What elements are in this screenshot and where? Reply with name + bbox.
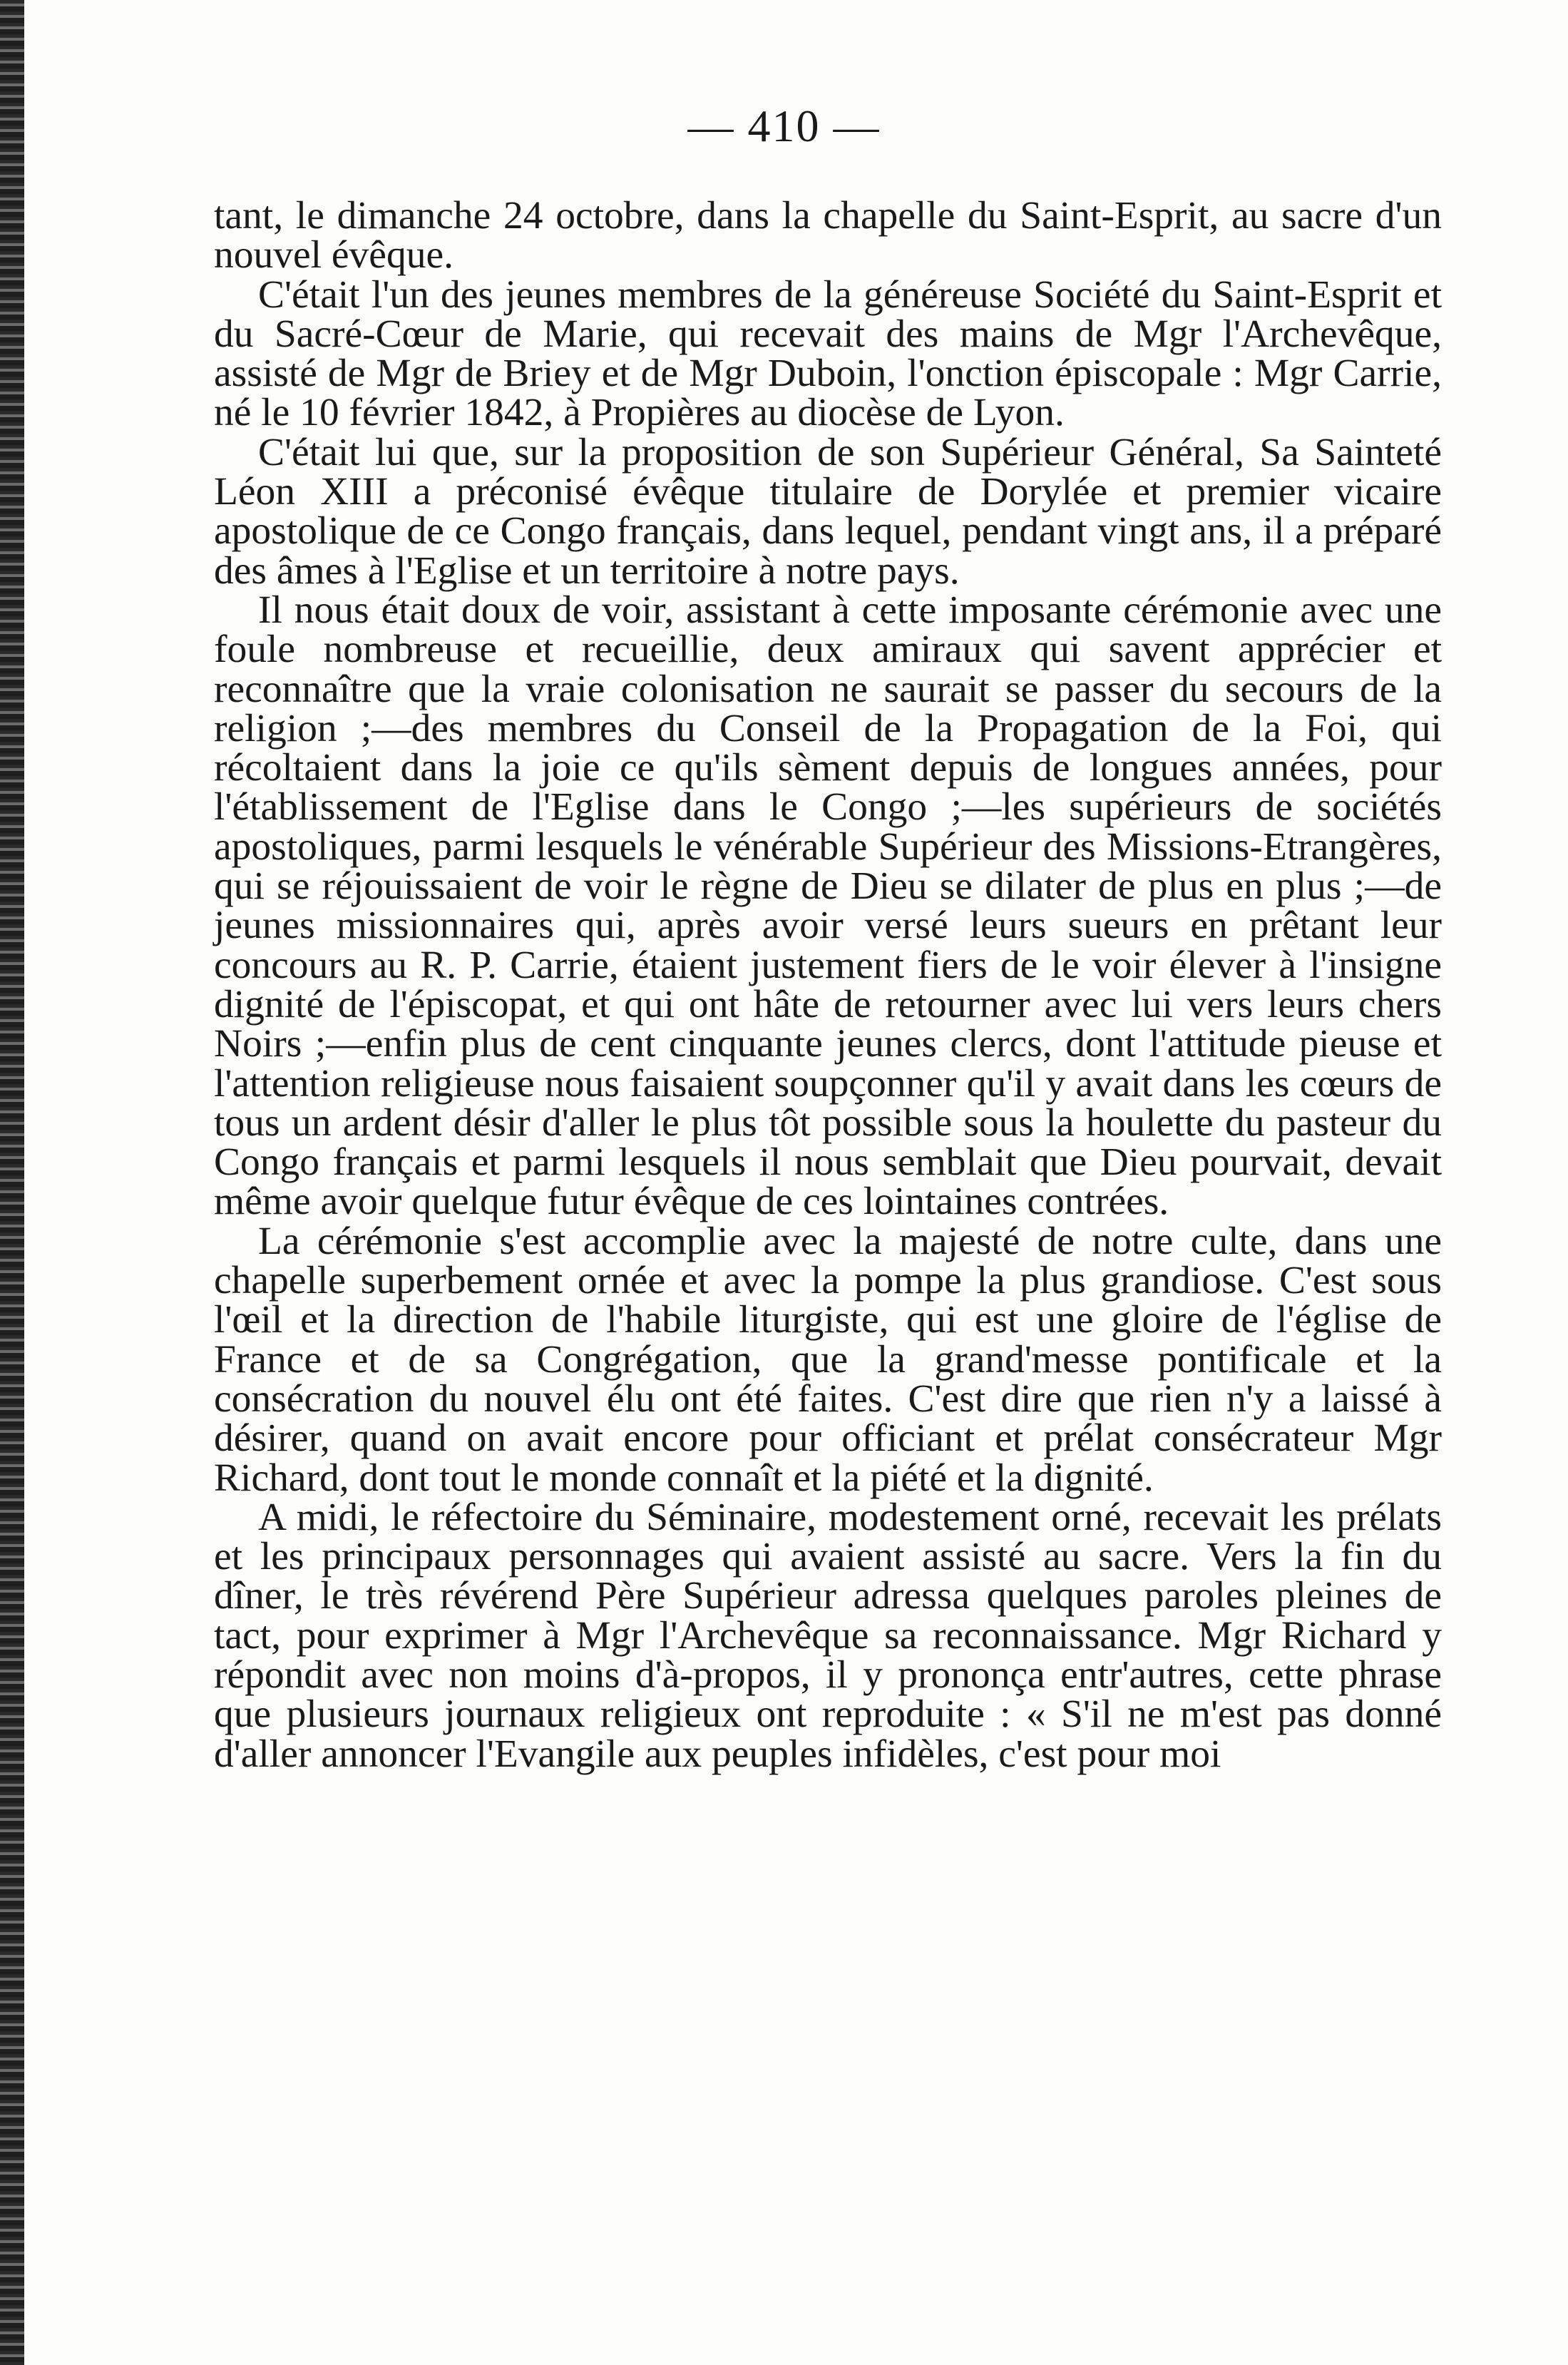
paragraph-continuation: tant, le dimanche 24 octobre, dans la chapelle du Saint-Esprit, au sacre d'un nouvel évêque. xyxy=(214,194,1442,277)
scan-edge xyxy=(0,0,24,2365)
paragraph: C'était lui que, sur la proposition de son Supérieur Général, Sa Sainteté Léon XIII a préconisé évêque titulaire de Dorylée et premier vicaire apostolique de ce Congo français, dans lequel, pendant vingt ans, il a préparé des âmes à l'Eglise et un territoire à notre pays. xyxy=(214,430,1442,593)
paragraph: A midi, le réfectoire du Séminaire, modestement orné, recevait les prélats et les principaux personnages qui avaient assisté au sacre. Vers la fin du dîner, le très révérend Père Supérieur adressa quelques paroles pleines de tact, pour exprimer à Mgr l'Archevêque sa reconnaissance. Mgr Richard y répondit avec non moins d'à-propos, il y prononça entr'autres, cette phrase que plusieurs journaux religieux ont reproduite : « S'il ne m'est pas donné d'aller annoncer l'Evangile aux peuples infidèles, c'est pour moi xyxy=(214,1495,1442,1776)
paragraph: La cérémonie s'est accomplie avec la majesté de notre culte, dans une chapelle superbement ornée et avec la pompe la plus grandiose. C'est sous l'œil et la direction de l'habile liturgiste, qui est une gloire de l'église de France et de sa Congrégation, que la grand'messe pontificale et la consécration du nouvel élu ont été faites. C'est dire que rien n'y a laissé à désirer, quand on avait encore pour officiant et prélat consécrateur Mgr Richard, dont tout le monde connaît et la piété et la dignité. xyxy=(214,1219,1442,1500)
paragraph: Il nous était doux de voir, assistant à cette imposante cérémonie avec une foule nombreuse et recueillie, deux amiraux qui savent apprécier et reconnaître que la vraie colonisation ne saurait se passer du secours de la religion ;—des membres du Conseil de la Propagation de la Foi, qui récoltaient dans la joie ce qu'ils sèment depuis de longues années, pour l'établissement de l'Eglise dans le Congo ;—les supérieurs de sociétés apostoliques, parmi lesquels le vénérable Supérieur des Missions-Etrangères, qui se réjouissaient de voir le règne de Dieu se dilater de plus en plus ;—de jeunes missionnaires qui, après avoir versé leurs sueurs en prêtant leur concours au R. P. Carrie, étaient justement fiers de le voir élever à l'insigne dignité de l'épiscopat, et qui ont hâte de retourner avec lui vers leurs chers Noirs ;—enfin plus de cent cinquante jeunes clercs, dont l'attitude pieuse et l'attention religieuse nous faisaient soupçonner qu'il y avait dans les cœurs de tous un ardent désir d'aller le plus tôt possible sous la houlette du pasteur du Congo français et parmi lesquels il nous semblait que Dieu pourvait, devait même avoir quelque futur évêque de ces lointaines contrées. xyxy=(214,588,1442,1224)
paragraph: C'était l'un des jeunes membres de la généreuse Société du Saint-Esprit et du Sacré-Cœur de Marie, qui recevait des mains de Mgr l'Archevêque, assisté de Mgr de Briey et de Mgr Duboin, l'onction épiscopale : Mgr Carrie, né le 10 février 1842, à Propières au diocèse de Lyon. xyxy=(214,272,1442,435)
body-text xyxy=(214,196,1442,1774)
page-number: — 410 — xyxy=(687,101,881,151)
